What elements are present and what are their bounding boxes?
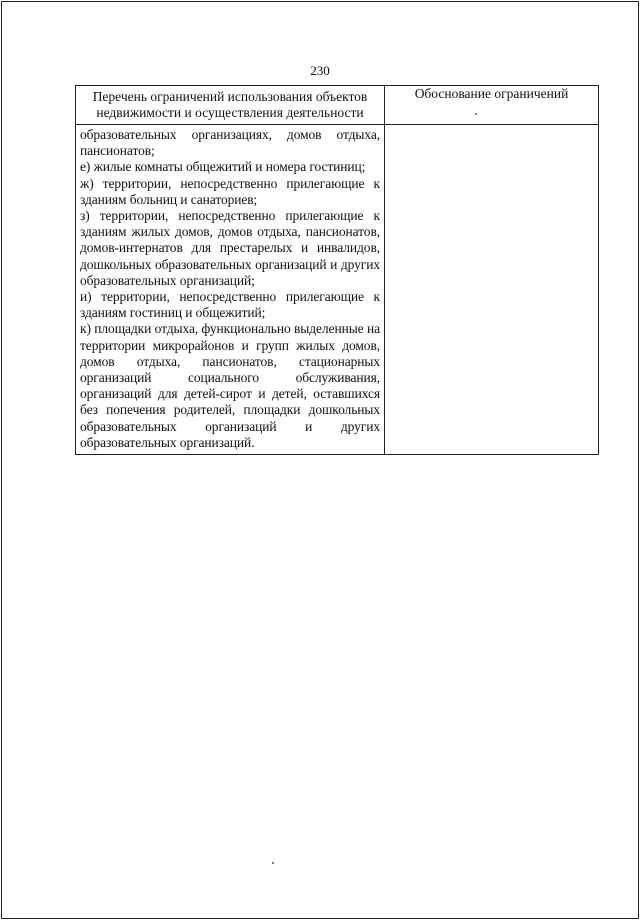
restriction-item: и) территории, непосредственно прилегающие к зданиям гостиниц и общежитий;: [80, 289, 380, 321]
restriction-item: к) площадки отдыха, функционально выделенные на территории микрорайонов и групп жилых домов, домов отдыха, пансионатов, стационарных организаций социального обслуживания, организаций для детей-сирот и детей, оставшихся без попечения родителей, площадки дошкольных образовательных организаций и других образовательных организаций.: [80, 321, 380, 450]
header-justification: Обоснование ограничений: [385, 86, 599, 125]
scan-speck: [272, 862, 274, 864]
restriction-item: з) территории, непосредственно прилегающие к зданиям жилых домов, домов отдыха, пансионатов, домов-интернатов для престарелых и инвалидов, дошкольных образовательных организаций и других образовательных организаций;: [80, 208, 380, 288]
restriction-item: е) жилые комнаты общежитий и номера гостиниц;: [80, 159, 366, 175]
restrictions-table: [75, 85, 599, 455]
restriction-item: ж) территории, непосредственно прилегающие к зданиям больниц и санаториев;: [80, 175, 380, 207]
restriction-item: образовательных организациях, домов отдыха, пансионатов;: [80, 127, 380, 159]
restrictions-cell: [76, 125, 385, 455]
scan-speck: [475, 113, 477, 115]
page-number: 230: [310, 63, 330, 78]
table-row: [76, 125, 599, 455]
header-restrictions: Перечень ограничений использования объектов недвижимости и осуществления деятельности: [76, 86, 385, 125]
justification-cell: [385, 125, 599, 455]
table-header-row: [76, 86, 599, 125]
